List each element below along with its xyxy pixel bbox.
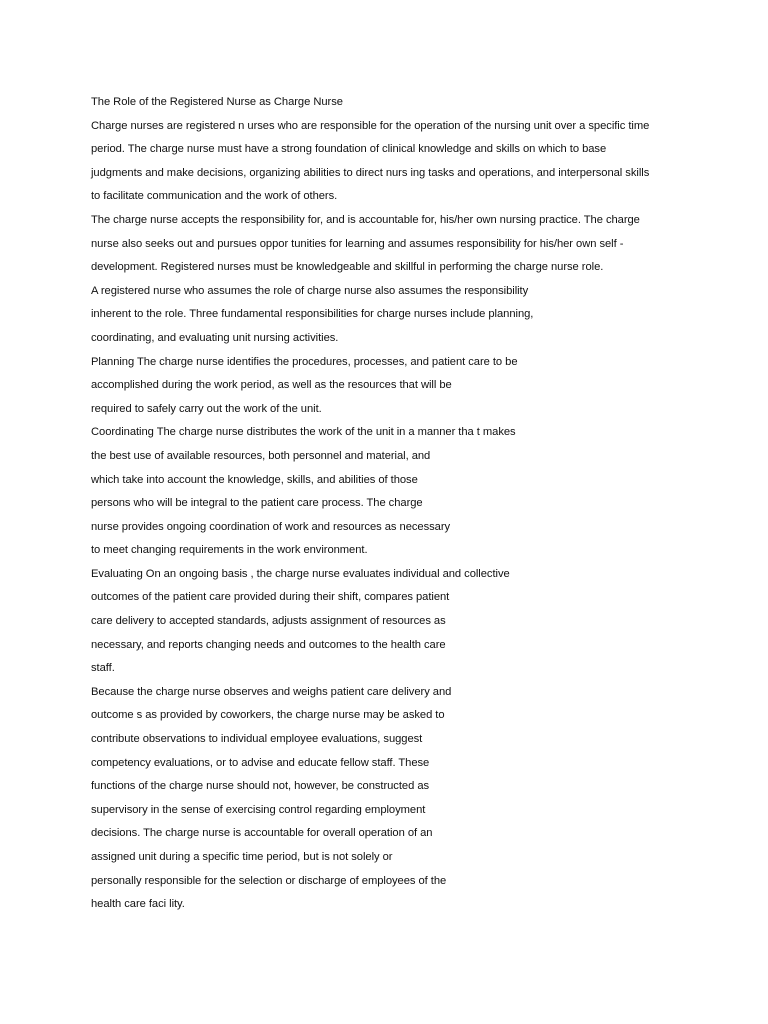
text-line: Because the charge nurse observes and weighs patient care delivery and: [91, 685, 452, 698]
text-line: nurse also seeks out and pursues oppor tunities for learning and assumes responsibility for his/her own self -: [91, 237, 624, 250]
text-line: period. The charge nurse must have a strong foundation of clinical knowledge and skills on which to base: [91, 143, 607, 156]
text-line: inherent to the role. Three fundamental responsibilities for charge nurses include planning,: [91, 308, 534, 321]
text-line: functions of the charge nurse should not, however, be constructed as: [91, 780, 430, 793]
text-line: care delivery to accepted standards, adjusts assignment of resources as: [91, 615, 446, 628]
text-line: health care faci lity.: [91, 898, 185, 911]
text-line: necessary, and reports changing needs and outcomes to the health care: [91, 638, 446, 651]
text-line: decisions. The charge nurse is accountable for overall operation of an: [91, 827, 433, 840]
text-line: Evaluating On an ongoing basis , the charge nurse evaluates individual and collective: [91, 567, 510, 580]
text-line: Charge nurses are registered n urses who are responsible for the operation of the nursing unit over a specific time: [91, 119, 650, 132]
text-line: to facilitate communication and the work of others.: [91, 190, 338, 203]
text-line: coordinating, and evaluating unit nursing activities.: [91, 331, 339, 344]
text-line: persons who will be integral to the patient care process. The charge: [91, 497, 423, 510]
text-line: accomplished during the work period, as well as the resources that will be: [91, 379, 452, 392]
text-line: to meet changing requirements in the work environment.: [91, 544, 368, 557]
text-line: the best use of available resources, both personnel and material, and: [91, 449, 431, 462]
text-line: contribute observations to individual employee evaluations, suggest: [91, 733, 423, 746]
text-line: A registered nurse who assumes the role of charge nurse also assumes the responsibility: [91, 284, 529, 297]
text-line: outcome s as provided by coworkers, the charge nurse may be asked to: [91, 709, 445, 722]
text-line: The charge nurse accepts the responsibility for, and is accountable for, his/her own nursing practice. The charge: [91, 213, 640, 226]
text-line: nurse provides ongoing coordination of work and resources as necessary: [91, 520, 451, 533]
text-line: Coordinating The charge nurse distributes the work of the unit in a manner tha t makes: [91, 426, 516, 439]
text-line: Planning The charge nurse identifies the procedures, processes, and patient care to be: [91, 355, 518, 368]
text-line: which take into account the knowledge, skills, and abilities of those: [91, 473, 418, 486]
document-title: The Role of the Registered Nurse as Charge Nurse: [91, 96, 343, 108]
text-line: outcomes of the patient care provided during their shift, compares patient: [91, 591, 450, 604]
text-line: competency evaluations, or to advise and educate fellow staff. These: [91, 756, 430, 769]
document-body: [91, 91, 711, 917]
text-line: required to safely carry out the work of the unit.: [91, 402, 322, 415]
text-line: personally responsible for the selection or discharge of employees of the: [91, 874, 447, 887]
text-line: assigned unit during a specific time period, but is not solely or: [91, 851, 393, 863]
text-line: staff.: [91, 662, 115, 675]
text-line: supervisory in the sense of exercising control regarding employment: [91, 803, 426, 816]
text-line: judgments and make decisions, organizing abilities to direct nurs ing tasks and operations, and interpersonal skills: [91, 166, 650, 179]
text-line: development. Registered nurses must be knowledgeable and skillful in performing the charge nurse role.: [91, 261, 604, 274]
